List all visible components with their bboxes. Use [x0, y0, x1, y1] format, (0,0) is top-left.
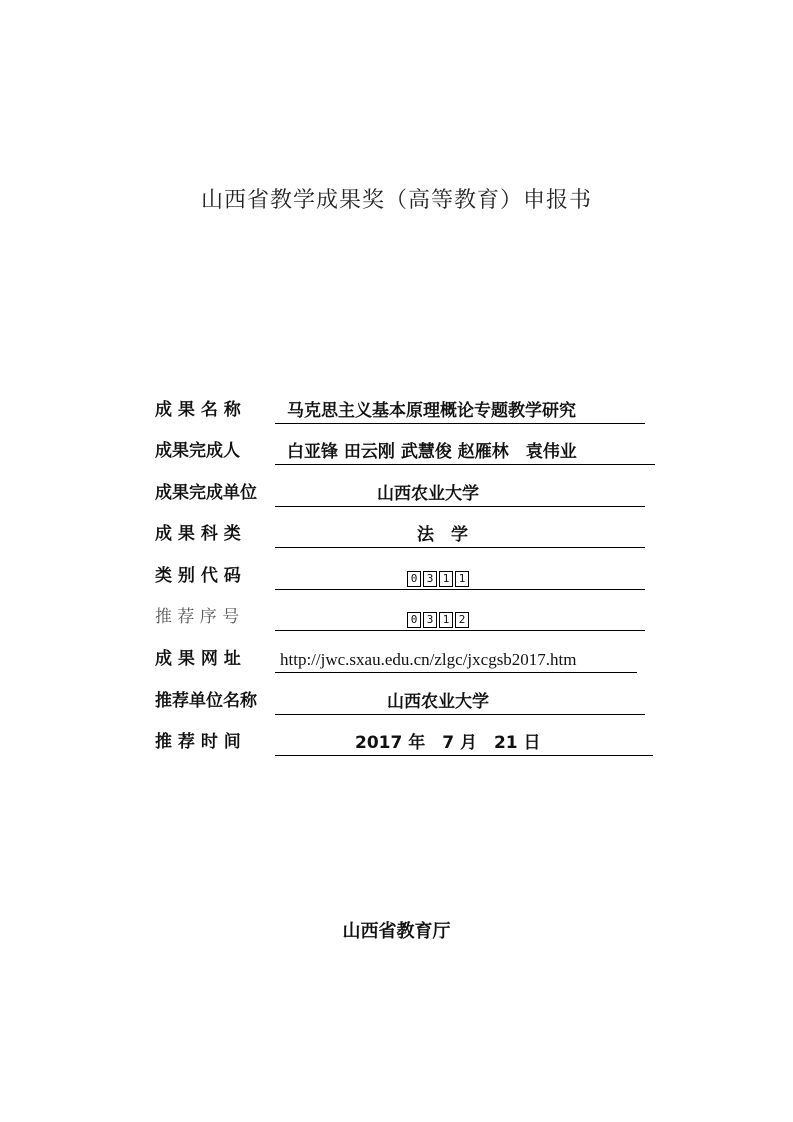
code-digit-1: 0 — [407, 571, 421, 587]
field-label-team: 成果完成人 — [155, 441, 240, 461]
field-row-recommend-date — [155, 728, 660, 756]
recommend-digit-1: 0 — [407, 612, 421, 628]
field-value-team: 白亚锋 田云刚 武慧俊 赵雁林 袁伟业 — [287, 442, 577, 462]
field-label-code: 类 别 代 码 — [155, 566, 241, 586]
field-row-category — [155, 520, 650, 548]
code-digit-boxes — [407, 571, 469, 587]
recommend-digit-4: 2 — [455, 612, 469, 628]
field-row-code — [155, 562, 650, 590]
field-row-recommend-unit — [155, 687, 650, 715]
field-row-recommend-no — [155, 603, 650, 631]
field-label-website: 成 果 网 址 — [155, 649, 241, 669]
field-label-recommend-no: 推 荐 序 号 — [155, 607, 240, 627]
recommend-digit-2: 3 — [423, 612, 437, 628]
document-title: 山西省教学成果奖（高等教育）申报书 — [200, 188, 592, 213]
field-label-category: 成 果 科 类 — [155, 524, 241, 544]
code-digit-2: 3 — [423, 571, 437, 587]
field-value-unit: 山西农业大学 — [377, 484, 479, 504]
field-row-team — [155, 437, 660, 465]
field-value-category: 法 学 — [417, 525, 468, 545]
field-label-unit: 成果完成单位 — [155, 483, 257, 503]
field-label-recommend-unit: 推荐单位名称 — [155, 691, 257, 711]
field-value-name: 马克思主义基本原理概论专题教学研究 — [287, 401, 576, 421]
field-value-recommend-unit: 山西农业大学 — [387, 692, 489, 712]
field-row-website — [155, 645, 650, 673]
code-digit-3: 1 — [439, 571, 453, 587]
website-link[interactable]: http://jwc.sxau.edu.cn/zlgc/jxcgsb2017.htm — [280, 650, 577, 669]
field-label-name: 成 果 名 称 — [155, 400, 241, 420]
recommend-digit-boxes — [407, 612, 469, 628]
field-row-unit — [155, 479, 650, 507]
recommend-digit-3: 1 — [439, 612, 453, 628]
field-value-recommend-date: 2017 年 7 月 21 日 — [355, 733, 541, 753]
field-label-recommend-date: 推 荐 时 间 — [155, 732, 241, 752]
field-row-name — [155, 396, 650, 424]
code-digit-4: 1 — [455, 571, 469, 587]
issuing-authority: 山西省教育厅 — [342, 921, 451, 942]
